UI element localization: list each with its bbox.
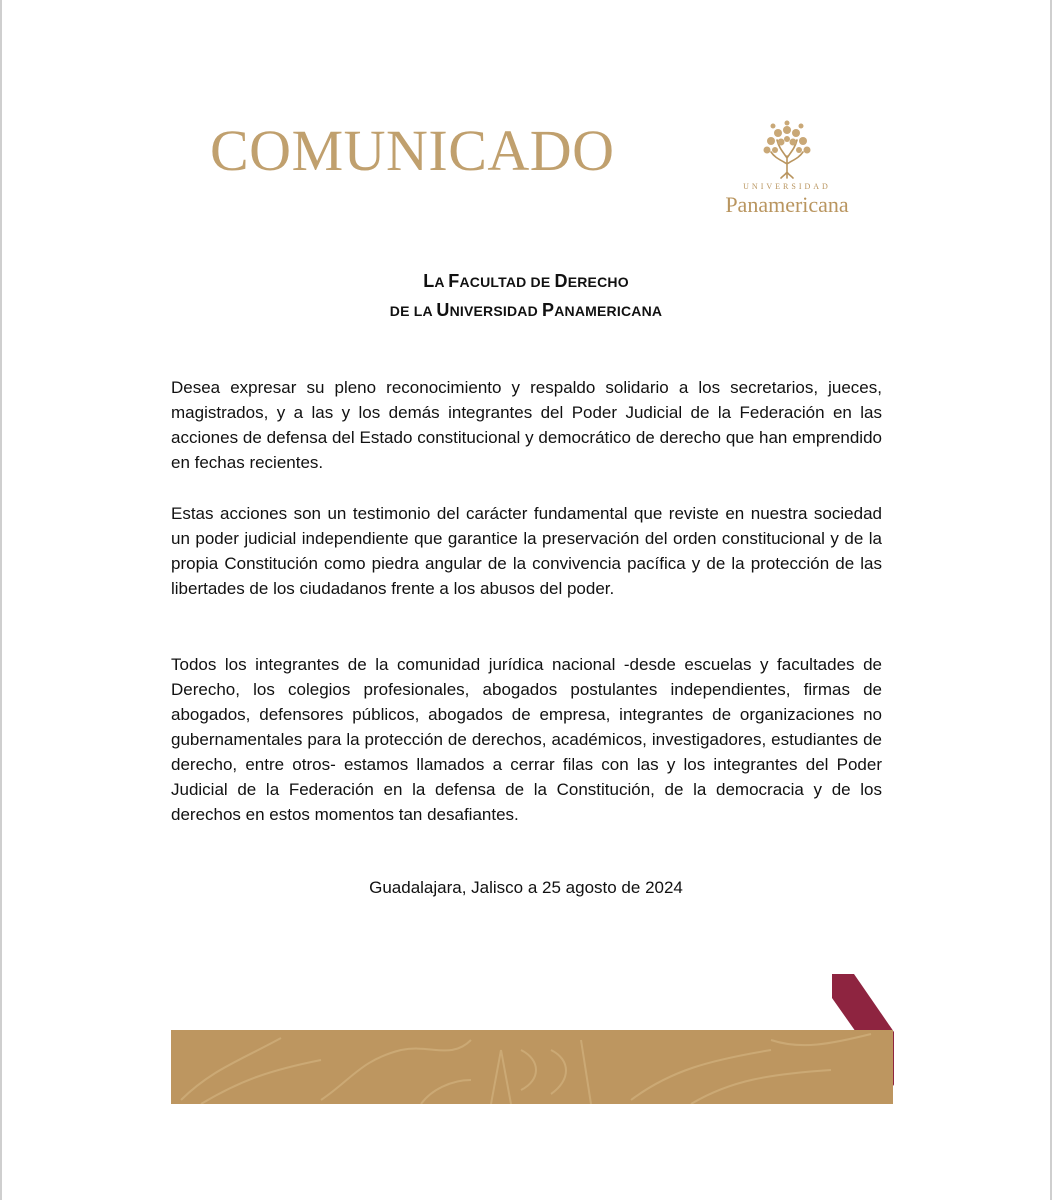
band-pattern	[171, 1030, 893, 1104]
title-word: ERECHO	[567, 274, 629, 290]
title-cap: P	[542, 300, 555, 320]
title-word: DE LA	[389, 303, 437, 319]
title-word: NIVERSIDAD	[449, 303, 542, 319]
logo-wordmark: Panamericana	[725, 192, 849, 217]
title-cap: L	[423, 271, 435, 291]
body-paragraph-1: Desea expresar su pleno reconocimiento y respaldo solidario a los secretarios, jueces, magistrados, y a las y los demás integrantes del Poder Judicial de la Federación en las acciones de defensa del Estado constitucional y democrático de derecho que han emprendido en fechas recientes.	[171, 378, 882, 472]
title-word: A	[434, 274, 449, 290]
title-cap: F	[448, 271, 460, 291]
title-line-1	[0, 271, 1052, 292]
tree-icon	[759, 120, 815, 180]
university-logo	[712, 120, 862, 220]
decorative-band	[171, 1030, 893, 1104]
title-line-2	[0, 300, 1052, 321]
body-paragraph-2: Estas acciones son un testimonio del carácter fundamental que reviste en nuestra sociedad un poder judicial independiente que garantice la preservación del orden constitucional y de la propia Constitución como piedra angular de la convivencia pacífica y de la protección de las libertades de los ciudadanos frente a los abusos del poder.	[171, 504, 882, 598]
place-date: Guadalajara, Jalisco a 25 agosto de 2024	[369, 878, 683, 897]
logo-subtitle: UNIVERSIDAD	[743, 182, 831, 191]
title-cap: U	[436, 300, 450, 320]
headline: COMUNICADO	[210, 118, 615, 183]
title-word: ACULTAD DE	[459, 274, 555, 290]
title-cap: D	[554, 271, 568, 291]
body-paragraph-3: Todos los integrantes de la comunidad jurídica nacional -desde escuelas y facultades de Derecho, los colegios profesionales, abogados postulantes independientes, firmas de abogados, defensores públicos, abogados de empresa, integrantes de organizaciones no gubernamentales para la protección de derechos, académicos, investigadores, estudiantes de derecho, entre otros- estamos llamados a cerrar filas con las y los integrantes del Poder Judicial de la Federación en la defensa de la Constitución, de la democracia y de los derechos en estos momentos tan desafiantes.	[171, 655, 882, 824]
title-word: ANAMERICANA	[554, 303, 663, 319]
